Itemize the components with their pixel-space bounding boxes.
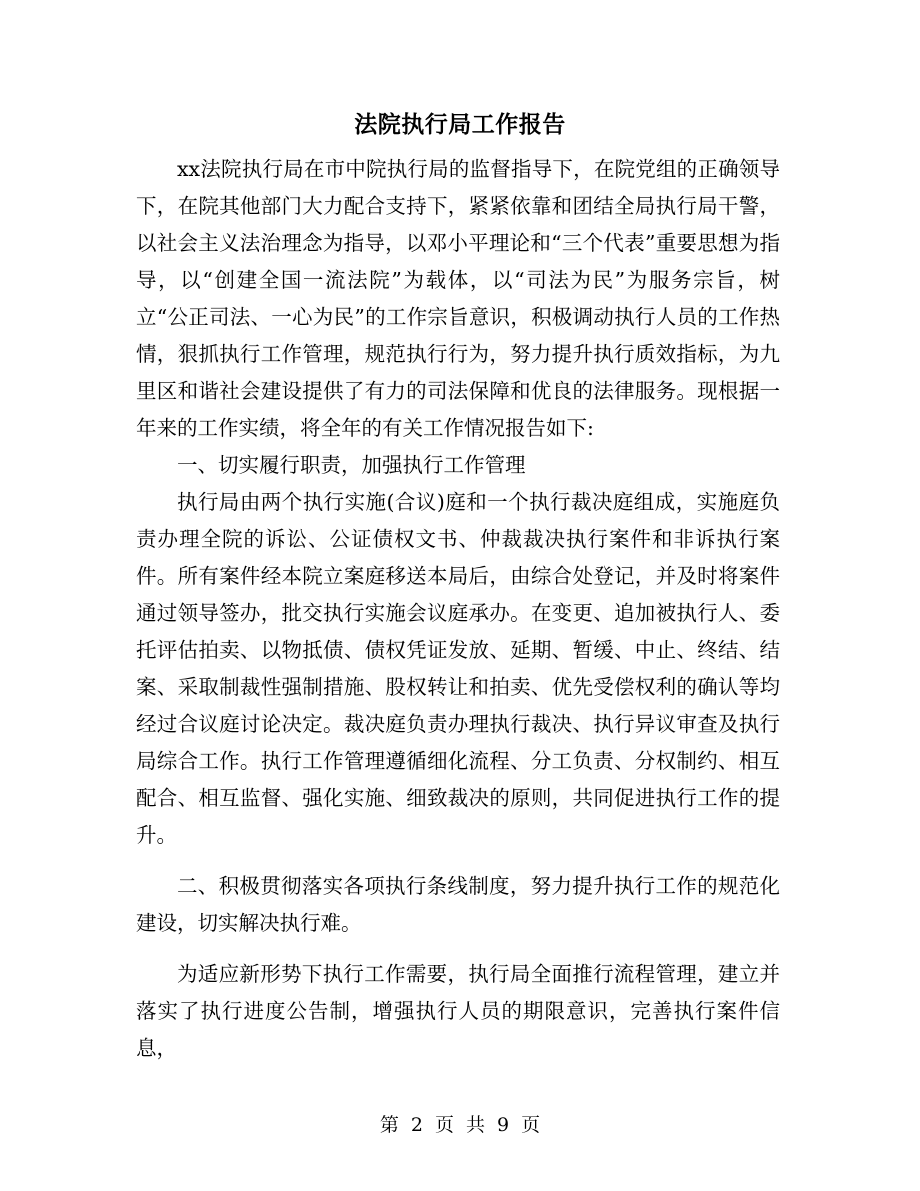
intro-paragraph: xx法院执行局在市中院执行局的监督指导下，在院党组的正确领导下，在院其他部门大力配合支持下，紧紧依靠和团结全局执行局干警，以社会主义法治理念为指导，以邓小平理论和“三个代表”重要思想为指导，以“创建全国一流法院”为载体，以“司法为民”为服务宗旨，树立“公正司法、一心为民”的工作宗旨意识，积极调动执行人员的工作热情，狠抓执行工作管理，规范执行行为，努力提升执行质效指标，为九里区和谐社会建设提供了有力的司法保障和优良的法律服务。现根据一年来的工作实绩，将全年的有关工作情况报告如下:	[136, 157, 780, 440]
section-2-paragraph: 为适应新形势下执行工作需要，执行局全面推行流程管理，建立并落实了执行进度公告制，增强执行人员的期限意识，完善执行案件信息，	[136, 962, 780, 1060]
section-heading-2: 二、积极贯彻落实各项执行条线制度，努力提升执行工作的规范化建设，切实解决执行难。	[136, 874, 780, 935]
document-title: 法院执行局工作报告	[354, 111, 566, 138]
section-heading-1: 一、切实履行职责，加强执行工作管理	[177, 453, 526, 477]
page-number-footer: 第 2 页 共 9 页	[379, 1114, 541, 1136]
section-1-paragraph: 执行局由两个执行实施(合议)庭和一个执行裁决庭组成，实施庭负责办理全院的诉讼、公证债权文书、仲裁裁决执行案件和非诉执行案件。所有案件经本院立案庭移送本局后，由综合处登记，并及时将案件通过领导签办，批交执行实施会议庭承办。在变更、追加被执行人、委托评估拍卖、以物抵债、债权凭证发放、延期、暂缓、中止、终结、结案、采取制裁性强制措施、股权转让和拍卖、优先受偿权利的确认等均经过合议庭讨论决定。裁决庭负责办理执行裁决、执行异议审查及执行局综合工作。执行工作管理遵循细化流程、分工负责、分权制约、相互配合、相互监督、强化实施、细致裁决的原则，共同促进执行工作的提升。	[136, 490, 780, 847]
document-body	[136, 151, 780, 1067]
